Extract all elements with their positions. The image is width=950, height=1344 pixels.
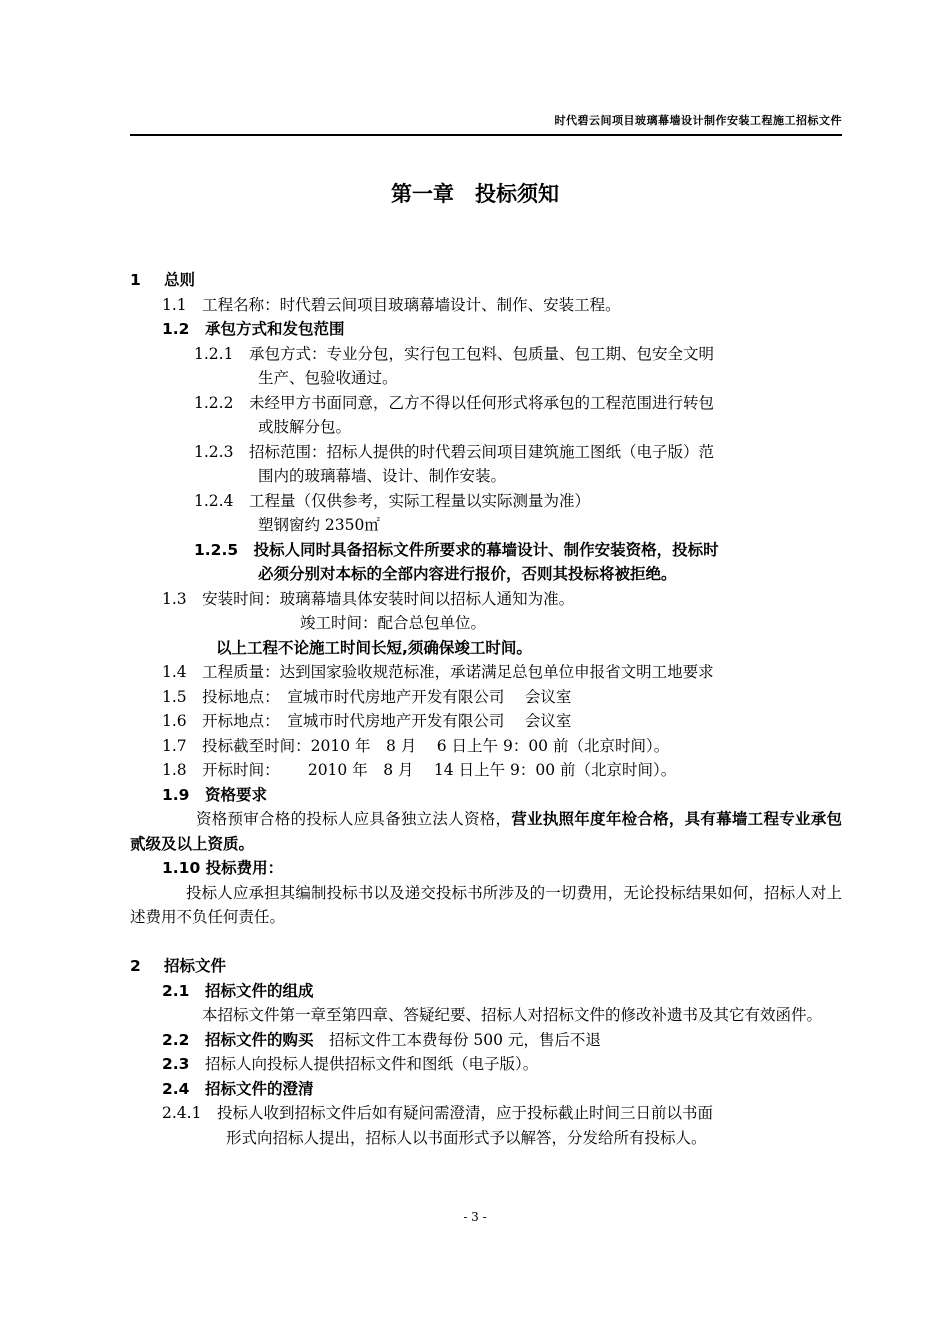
item-1-9: 1.9 资格要求: [162, 785, 267, 804]
item-1-9-paragraph: [130, 807, 842, 856]
item-2-3-text: 招标人向投标人提供招标文件和图纸（电子版）。: [189, 1055, 539, 1073]
page-number: - 3 -: [463, 1210, 487, 1224]
item-1-2-3: 1.2.3 招标范围：招标人提供的时代碧云间项目建筑施工图纸（电子版）范: [194, 442, 714, 461]
item-1-3-note: 以上工程不论施工时间长短,须确保竣工时间。: [216, 638, 532, 657]
qualification-emphasis: 营业执照年度年检合格，具有幕墙工程专业承包贰级及以上资质。: [130, 810, 842, 853]
item-1-2-2: 1.2.2 未经甲方书面同意，乙方不得以任何形式将承包的工程范围进行转包: [194, 393, 714, 412]
item-2-2-label: 2.2 招标文件的购买: [162, 1030, 314, 1049]
item-2-4-1: 2.4.1 投标人收到招标文件后如有疑问需澄清，应于投标截止时间三日前以书面: [162, 1104, 713, 1122]
item-1-2: 1.2 承包方式和发包范围: [162, 320, 345, 338]
section-1-heading: [130, 268, 842, 293]
item-2-3: [130, 1052, 842, 1077]
header-rule: [130, 134, 842, 136]
item-1-3-completion: 竣工时间：配合总包单位。: [300, 614, 487, 632]
item-1-4: 1.4 工程质量：达到国家验收规范标准，承诺满足总包单位申报省文明工地要求: [162, 663, 714, 681]
item-1-2-3-cont: 围内的玻璃幕墙、设计、制作安装。: [258, 467, 507, 485]
item-1-2-5: 1.2.5 投标人同时具备招标文件所要求的幕墙设计、制作安装资格，投标时: [194, 540, 719, 559]
item-1-7: 1.7 投标截至时间：2010 年 8 月 6 日上午 9：00 前（北京时间）。: [162, 736, 670, 755]
item-2-1: 2.1 招标文件的组成: [162, 981, 314, 1000]
item-1-2-5-cont: 必须分别对本标的全部内容进行报价，否则其投标将被拒绝。: [258, 565, 677, 583]
item-2-2-text: 招标文件工本费每份 500 元，售后不退: [313, 1030, 601, 1049]
item-1-6: 1.6 开标地点： 宣城市时代房地产开发有限公司 会议室: [162, 712, 572, 730]
spacer: [130, 930, 842, 955]
item-1-2-2-cont: 或肢解分包。: [258, 418, 352, 436]
item-1-8: 1.8 开标时间： 2010 年 8 月 14 日上午 9：00 前（北京时间）。: [162, 761, 677, 779]
item-1-1: 1.1 工程名称：时代碧云间项目玻璃幕墙设计、制作、安装工程。: [162, 295, 621, 314]
item-2-4-1-cont: 形式向招标人提出，招标人以书面形式予以解答，分发给所有投标人。: [226, 1128, 707, 1147]
qualification-text: 资格预审合格的投标人应具备独立法人资格，: [196, 810, 512, 828]
item-1-2-1: 1.2.1 承包方式：专业分包，实行包工包料、包质量、包工期、包安全文明: [194, 344, 714, 363]
section-title: 招标文件: [164, 957, 227, 975]
item-1-2-1-cont: 生产、包验收通过。: [258, 369, 398, 387]
section-number: 1: [130, 271, 141, 289]
item-2-3-label: 2.3: [162, 1055, 190, 1073]
running-header: 时代碧云间项目玻璃幕墙设计制作安装工程施工招标文件: [554, 114, 842, 127]
item-2-4: 2.4 招标文件的澄清: [162, 1079, 314, 1098]
item-1-2-4-cont: 塑钢窗约 2350㎡: [258, 516, 380, 534]
item-1-10-paragraph: 投标人应承担其编制投标书以及递交投标书所涉及的一切费用，无论投标结果如何，招标人对上述费用不负任何责任。: [130, 883, 842, 926]
item-2-2: [130, 1028, 842, 1053]
section-title: 总则: [164, 271, 196, 289]
section-2-heading: [130, 954, 842, 979]
document-body: [130, 268, 842, 1150]
item-2-1-paragraph: 本招标文件第一章至第四章、答疑纪要、招标人对招标文件的修改补遗书及其它有效函件。: [202, 1006, 823, 1024]
item-1-5: 1.5 投标地点： 宣城市时代房地产开发有限公司 会议室: [162, 687, 572, 706]
section-number: 2: [130, 957, 141, 975]
item-1-2-4: 1.2.4 工程量（仅供参考，实际工程量以实际测量为准）: [194, 491, 590, 510]
chapter-title: 第一章 投标须知: [391, 182, 559, 206]
item-1-3: 1.3 安装时间：玻璃幕墙具体安装时间以招标人通知为准。: [162, 589, 575, 608]
item-1-10: 1.10 投标费用：: [162, 859, 284, 877]
